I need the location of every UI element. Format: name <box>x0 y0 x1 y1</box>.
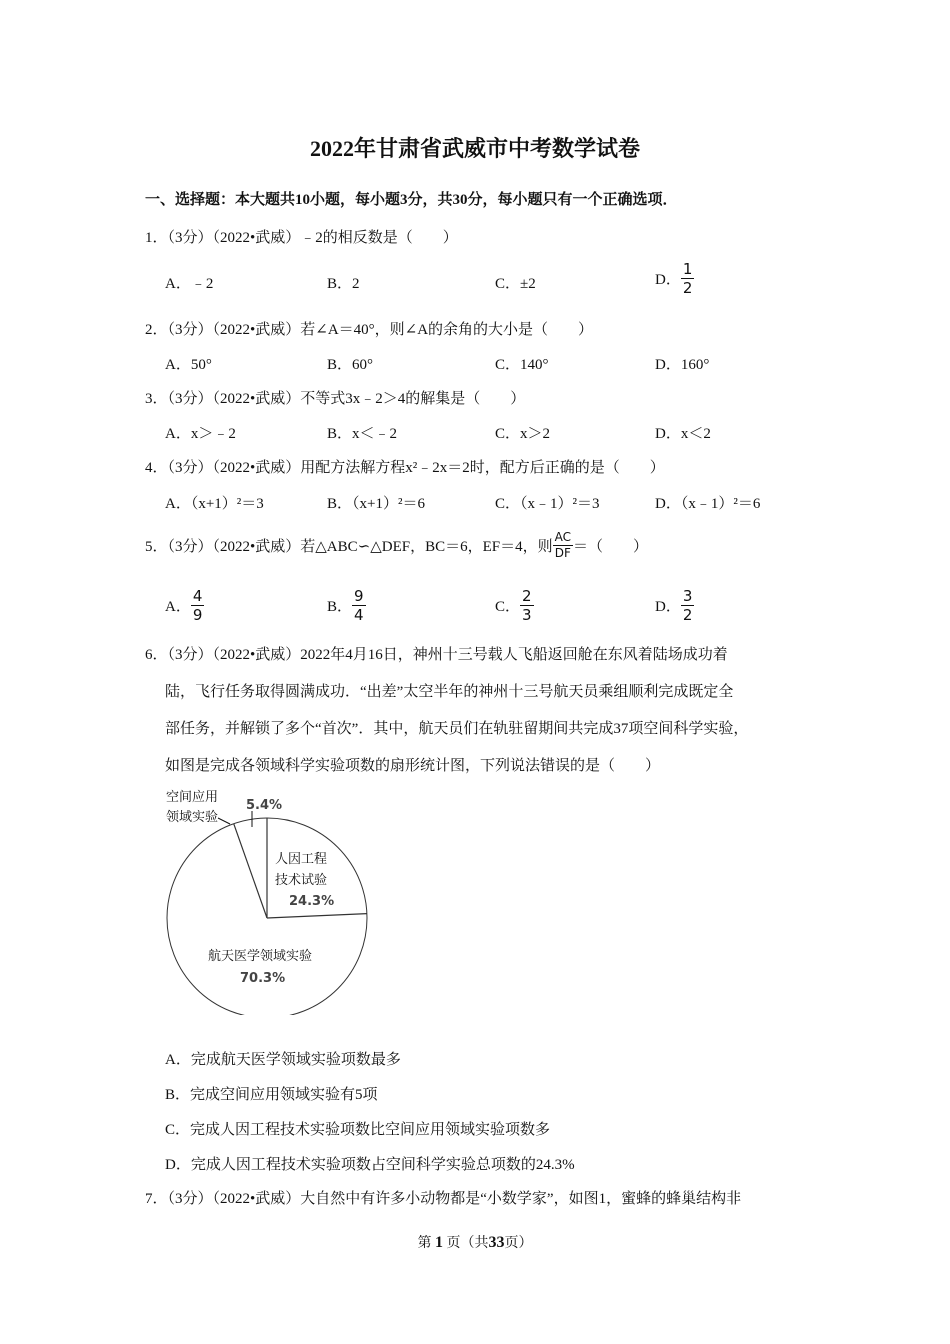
q6-line-4: 如图是完成各领域科学实验项数的扇形统计图，下列说法错误的是（ ） <box>165 758 661 774</box>
footer-middle: 页（共 <box>446 1236 489 1251</box>
q5-option-b <box>327 588 366 623</box>
page-title: 2022年甘肃省武威市中考数学试卷 <box>309 136 640 161</box>
fraction-denominator: 3 <box>522 606 532 624</box>
q5-option-b-fraction <box>352 588 366 623</box>
q1-option-d-fraction <box>681 261 695 296</box>
q2-option-c: C．140° <box>495 357 549 373</box>
q4-option-a: A．（x+1）²＝3 <box>165 496 264 512</box>
fraction-denominator: 9 <box>192 606 203 624</box>
q5-option-a-fraction <box>191 588 205 623</box>
q3-option-b: B．x＜﹣2 <box>327 426 398 442</box>
q6-option-a: A．完成航天医学领域实验项数最多 <box>165 1052 401 1068</box>
q6-line-2: 陆，飞行任务取得圆满成功．“出差”太空半年的神州十三号航天员乘组顺利完成既定全 <box>165 684 734 700</box>
q5-option-a-label: A． <box>165 599 191 615</box>
q5-option-d-label: D． <box>655 599 681 615</box>
fraction-denominator: DF <box>554 546 571 560</box>
q4-option-b: B．（x+1）²＝6 <box>327 496 425 512</box>
q2-option-a: A．50° <box>165 357 212 373</box>
q1-option-c: C．±2 <box>495 276 536 292</box>
slice-value-medicine: 70.3% <box>240 971 286 986</box>
q5-stem-fraction <box>553 531 573 560</box>
slice-value-space: 5.4% <box>246 798 283 813</box>
fraction-numerator: 1 <box>682 260 693 278</box>
q6-stem <box>145 637 825 785</box>
q2-option-d: D．160° <box>655 357 710 373</box>
page-footer <box>0 1232 950 1252</box>
fraction-numerator: AC <box>554 530 571 544</box>
q3-option-d: D．x＜2 <box>655 426 711 442</box>
leader-line <box>218 818 230 824</box>
q1-option-a: A．﹣2 <box>165 276 214 292</box>
q1-option-b: B．2 <box>327 276 360 292</box>
fraction-numerator: 3 <box>682 587 693 605</box>
pie-chart <box>160 785 370 1015</box>
section-heading: 一、选择题：本大题共10小题，每小题3分，共30分，每小题只有一个正确选项． <box>145 192 678 208</box>
q4-option-c: C．（x﹣1）²＝3 <box>495 496 600 512</box>
q6-option-b: B．完成空间应用领域实验有5项 <box>165 1087 378 1103</box>
q4-option-d: D．（x﹣1）²＝6 <box>655 496 761 512</box>
slice-label-human-line1: 人因工程 <box>275 852 328 867</box>
q2-option-b: B．60° <box>327 357 374 373</box>
fraction-numerator: 2 <box>522 587 532 605</box>
slice-label-medicine: 航天医学领域实验 <box>208 949 313 964</box>
fraction-denominator: 2 <box>682 606 693 624</box>
footer-prefix: 第 <box>417 1236 432 1251</box>
q4-stem: 4．（3分）（2022•武威）用配方法解方程x²﹣2x＝2时，配方后正确的是（ ） <box>145 460 665 476</box>
fraction-numerator: 9 <box>354 587 364 605</box>
q5-option-c <box>495 588 534 623</box>
q5-stem-tail: ＝（ ） <box>572 539 648 555</box>
slice-label-human-line2: 技术试验 <box>275 873 328 888</box>
fraction-denominator: 2 <box>682 279 693 297</box>
q5-option-b-label: B． <box>327 599 353 615</box>
footer-suffix: 页） <box>504 1236 533 1251</box>
slice-label-space-line2: 领域实验 <box>166 810 219 825</box>
q5-option-d <box>655 588 694 623</box>
q7-stem: 7．（3分）（2022•武威）大自然中有许多小动物都是“小数学家”，如图1，蜜蜂的蜂巢结构非 <box>145 1191 742 1207</box>
fraction-numerator: 4 <box>192 587 203 605</box>
q6-option-d: D．完成人因工程技术实验项数占空间科学实验总项数的24.3% <box>165 1157 575 1173</box>
q6-line-1: 6．（3分）（2022•武威）2022年4月16日，神州十三号载人飞船返回舱在东风着陆场成功着 <box>145 647 728 663</box>
footer-page-number: 1 <box>435 1234 443 1251</box>
q1-option-d <box>655 261 694 296</box>
q5-option-c-fraction <box>520 588 534 623</box>
q5-option-d-fraction <box>681 588 695 623</box>
slice-label-space-line1: 空间应用 <box>166 790 219 805</box>
q3-stem: 3．（3分）（2022•武威）不等式3x﹣2＞4的解集是（ ） <box>145 391 526 407</box>
fraction-denominator: 4 <box>354 606 364 624</box>
q6-option-c: C．完成人因工程技术实验项数比空间应用领域实验项数多 <box>165 1122 551 1138</box>
q5-stem-text: 5．（3分）（2022•武威）若△ABC∽△DEF，BC＝6，EF＝4，则 <box>145 539 553 555</box>
q5-option-c-label: C． <box>495 599 521 615</box>
q3-option-a: A．x＞﹣2 <box>165 426 236 442</box>
q3-option-c: C．x＞2 <box>495 426 551 442</box>
q5-stem <box>145 531 648 560</box>
q1-stem: 1．（3分）（2022•武威）﹣2的相反数是（ ） <box>145 230 458 246</box>
footer-total-pages: 33 <box>488 1234 505 1251</box>
q1-option-d-label: D． <box>655 272 681 288</box>
q2-stem: 2．（3分）（2022•武威）若∠A＝40°，则∠A的余角的大小是（ ） <box>145 322 594 338</box>
q5-option-a <box>165 588 204 623</box>
slice-value-human: 24.3% <box>289 894 335 909</box>
q6-line-3: 部任务，并解锁了多个“首次”．其中，航天员们在轨驻留期间共完成37项空间科学实验， <box>165 721 749 737</box>
